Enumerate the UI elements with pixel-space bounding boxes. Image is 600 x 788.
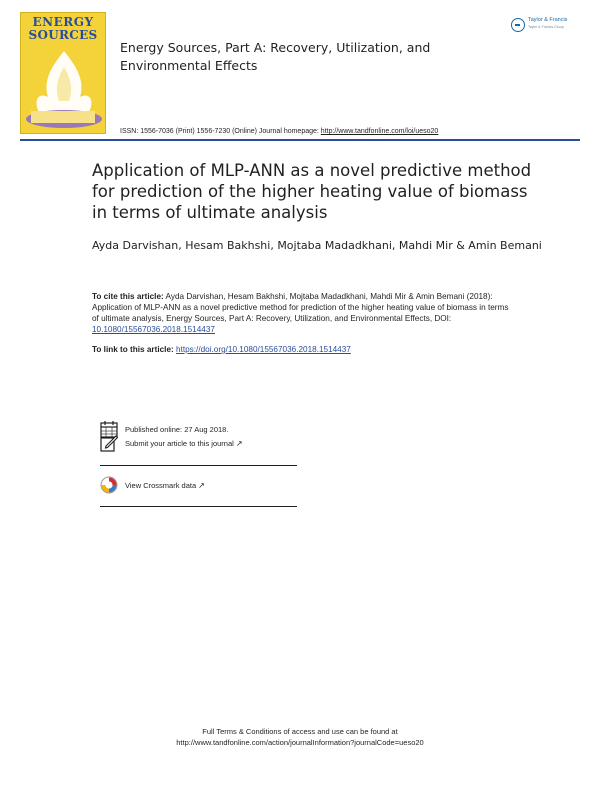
citation-label: To cite this article: bbox=[92, 292, 164, 301]
journal-homepage-link[interactable]: http://www.tandfonline.com/loi/ueso20 bbox=[320, 128, 439, 135]
crossmark-icon bbox=[100, 476, 118, 494]
journal-title: Energy Sources, Part A: Recovery, Utilization, and Environmental Effects bbox=[120, 40, 431, 73]
article-authors: Ayda Darvishan, Hesam Bakhshi, Mojtaba Madadkhani, Mahdi Mir & Amin Bemani bbox=[92, 239, 542, 252]
issn-line bbox=[120, 128, 438, 135]
issn-text: ISSN: 1556-7036 (Print) 1556-7230 (Online) Journal homepage: bbox=[120, 128, 321, 135]
published-online-text: Published online: 27 Aug 2018. bbox=[125, 425, 229, 434]
edit-icon bbox=[100, 434, 118, 452]
cover-title-line2: SOURCES bbox=[28, 28, 98, 42]
publisher-logo[interactable] bbox=[511, 16, 585, 36]
cover-title-line1: ENERGY bbox=[32, 15, 94, 29]
publisher-tagline: Taylor & Francis Group bbox=[528, 25, 564, 29]
article-doi-link[interactable]: https://doi.org/10.1080/15567036.2018.1514437 bbox=[176, 345, 351, 354]
submit-article-link[interactable] bbox=[125, 439, 243, 448]
submit-article-text: Submit your article to this journal bbox=[125, 439, 234, 448]
article-link-label: To link to this article: bbox=[92, 345, 177, 354]
crossmark-link[interactable] bbox=[125, 481, 205, 490]
external-link-icon: ↗ bbox=[235, 439, 243, 448]
citation-block bbox=[92, 291, 512, 335]
footer-terms-link[interactable]: http://www.tandfonline.com/action/journalInformation?journalCode=ueso20 bbox=[176, 738, 424, 747]
cover-volume-band bbox=[31, 111, 95, 123]
submit-article-row[interactable] bbox=[100, 434, 297, 474]
footer-terms-text: Full Terms & Conditions of access and use can be found at bbox=[202, 727, 398, 736]
article-title: Application of MLP-ANN as a novel predictive method for prediction of the higher heating value of biomass in terms of ultimate analysis bbox=[92, 161, 532, 222]
citation-text: Ayda Darvishan, Hesam Bakhshi, Mojtaba Madadkhani, Mahdi Mir & Amin Bemani (2018): Application of MLP-ANN as a novel predictive method for prediction of the higher heating value of biomass in terms of ultimate analysis, Energy Sources, Part A: Recovery, Utilization, and Environmental Effects, DOI: bbox=[92, 292, 509, 323]
crossmark-text: View Crossmark data bbox=[125, 481, 197, 490]
cover-title bbox=[21, 16, 105, 42]
publisher-logo-icon bbox=[511, 18, 525, 32]
external-link-icon: ↗ bbox=[198, 481, 205, 490]
publisher-name: Taylor & Francis bbox=[528, 17, 568, 23]
header-divider bbox=[20, 139, 580, 141]
footer bbox=[100, 726, 500, 748]
journal-cover bbox=[20, 12, 106, 134]
citation-doi-link[interactable]: 10.1080/15567036.2018.1514437 bbox=[92, 325, 215, 334]
article-link-block bbox=[92, 344, 512, 355]
crossmark-row[interactable] bbox=[100, 476, 297, 516]
